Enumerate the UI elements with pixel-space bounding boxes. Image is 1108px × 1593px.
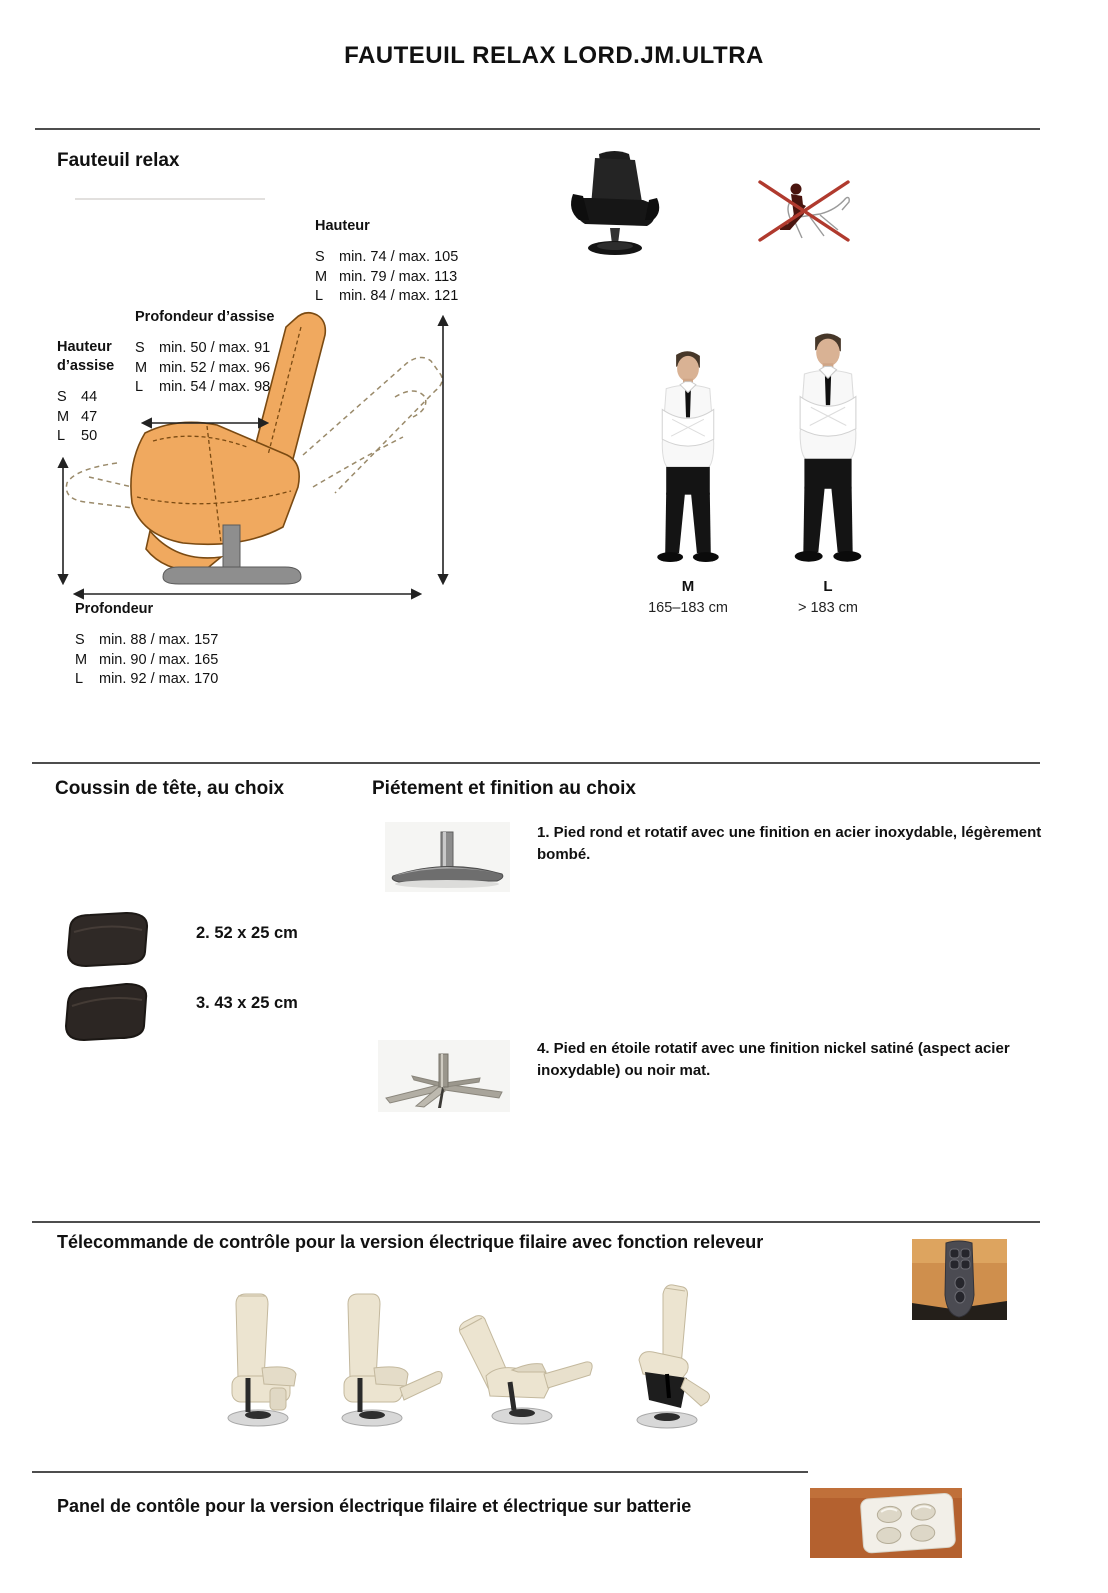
chair-position-footrest-out-photo <box>320 1290 444 1428</box>
dimension-diagram <box>55 305 455 600</box>
person-size-m-photo <box>633 348 743 566</box>
cushion-2-label: 2. 52 x 25 cm <box>196 924 298 942</box>
person-m-range: 165–183 cm <box>648 600 728 616</box>
spec-size: S <box>315 249 325 265</box>
spec-size: S <box>75 632 85 648</box>
spec-value: min. 88 / max. 157 <box>99 632 219 648</box>
person-l-size-label: L <box>823 578 833 595</box>
chair-position-lift-photo <box>615 1280 725 1430</box>
spec-profondeur-label: Profondeur <box>75 601 154 617</box>
chair-position-reclined-photo <box>452 1300 594 1426</box>
spec-size: S <box>135 340 145 356</box>
spec-size: M <box>315 268 328 285</box>
spec-size: L <box>135 379 144 395</box>
recliner-photo <box>565 148 665 260</box>
head-cushion-3-photo <box>58 982 154 1042</box>
spec-value: min. 92 / max. 170 <box>99 671 219 687</box>
person-l-range: > 183 cm <box>797 600 859 616</box>
spec-hauteur-label: Hauteur <box>315 218 370 234</box>
spec-hauteur-assise-label: Hauteur d’assise <box>57 339 115 374</box>
star-foot-description: 4. Pied en étoile rotatif avec une finition nickel satiné (aspect acier inoxydable) ou noir mat. <box>537 1040 1010 1079</box>
spec-value: min. 50 / max. 91 <box>159 340 271 356</box>
spec-value: min. 52 / max. 96 <box>159 359 271 376</box>
spec-row <box>75 670 218 690</box>
no-sitting-on-edge-icon <box>750 180 855 244</box>
cushion-3-label: 3. 43 x 25 cm <box>196 994 298 1012</box>
spec-value: 44 <box>81 389 98 405</box>
round-foot-photo <box>385 822 510 892</box>
chair-position-upright-photo <box>212 1288 300 1428</box>
person-m-size-label: M <box>681 578 695 595</box>
head-cushion-2-photo <box>62 910 154 968</box>
spec-row <box>315 248 458 268</box>
control-panel-photo <box>810 1488 962 1558</box>
spec-size: M <box>57 408 70 425</box>
spec-row <box>75 631 218 651</box>
spec-size: M <box>75 651 88 668</box>
spec-profondeur-assise-label: Profondeur d’assise <box>135 309 275 325</box>
spec-value: min. 90 / max. 165 <box>99 651 219 668</box>
page-title: FAUTEUIL RELAX LORD.JM.ULTRA <box>344 42 764 69</box>
spec-hauteur <box>315 217 458 307</box>
divider <box>32 1221 1040 1223</box>
spec-value: min. 84 / max. 121 <box>339 288 459 304</box>
divider <box>32 1471 808 1473</box>
section-heading-remote: Télecommande de contrôle pour la version électrique filaire avec fonction releveur <box>57 1232 764 1252</box>
spec-value: min. 79 / max. 113 <box>339 268 458 285</box>
person-size-l-photo <box>769 330 887 566</box>
spec-value: 50 <box>81 428 98 444</box>
spec-value: 47 <box>81 408 98 425</box>
spec-profondeur <box>75 600 218 690</box>
remote-control-photo <box>912 1239 1007 1320</box>
section-heading-cushions: Coussin de tête, au choix <box>55 778 285 799</box>
spec-row <box>75 651 218 671</box>
section-heading-feet: Piétement et finition au choix <box>372 778 636 799</box>
round-foot-description: 1. Pied rond et rotatif avec une finition en acier inoxydable, légèrement bombé. <box>537 824 1042 863</box>
spec-row <box>315 287 458 307</box>
spec-size: L <box>57 428 66 444</box>
section-heading-panel: Panel de contôle pour la version électrique filaire et électrique sur batterie <box>57 1496 692 1516</box>
spec-size: L <box>315 288 324 304</box>
divider <box>35 128 1040 130</box>
spec-size: M <box>135 359 148 376</box>
section-heading-fauteuil-relax: Fauteuil relax <box>57 150 180 171</box>
spec-value: min. 74 / max. 105 <box>339 249 459 265</box>
spec-size: S <box>57 389 67 405</box>
spec-row <box>315 268 458 288</box>
spec-size: L <box>75 671 84 687</box>
scan-artifact-line <box>75 198 265 200</box>
star-foot-photo <box>378 1040 510 1112</box>
divider <box>32 762 1040 764</box>
spec-value: min. 54 / max. 98 <box>159 379 271 395</box>
